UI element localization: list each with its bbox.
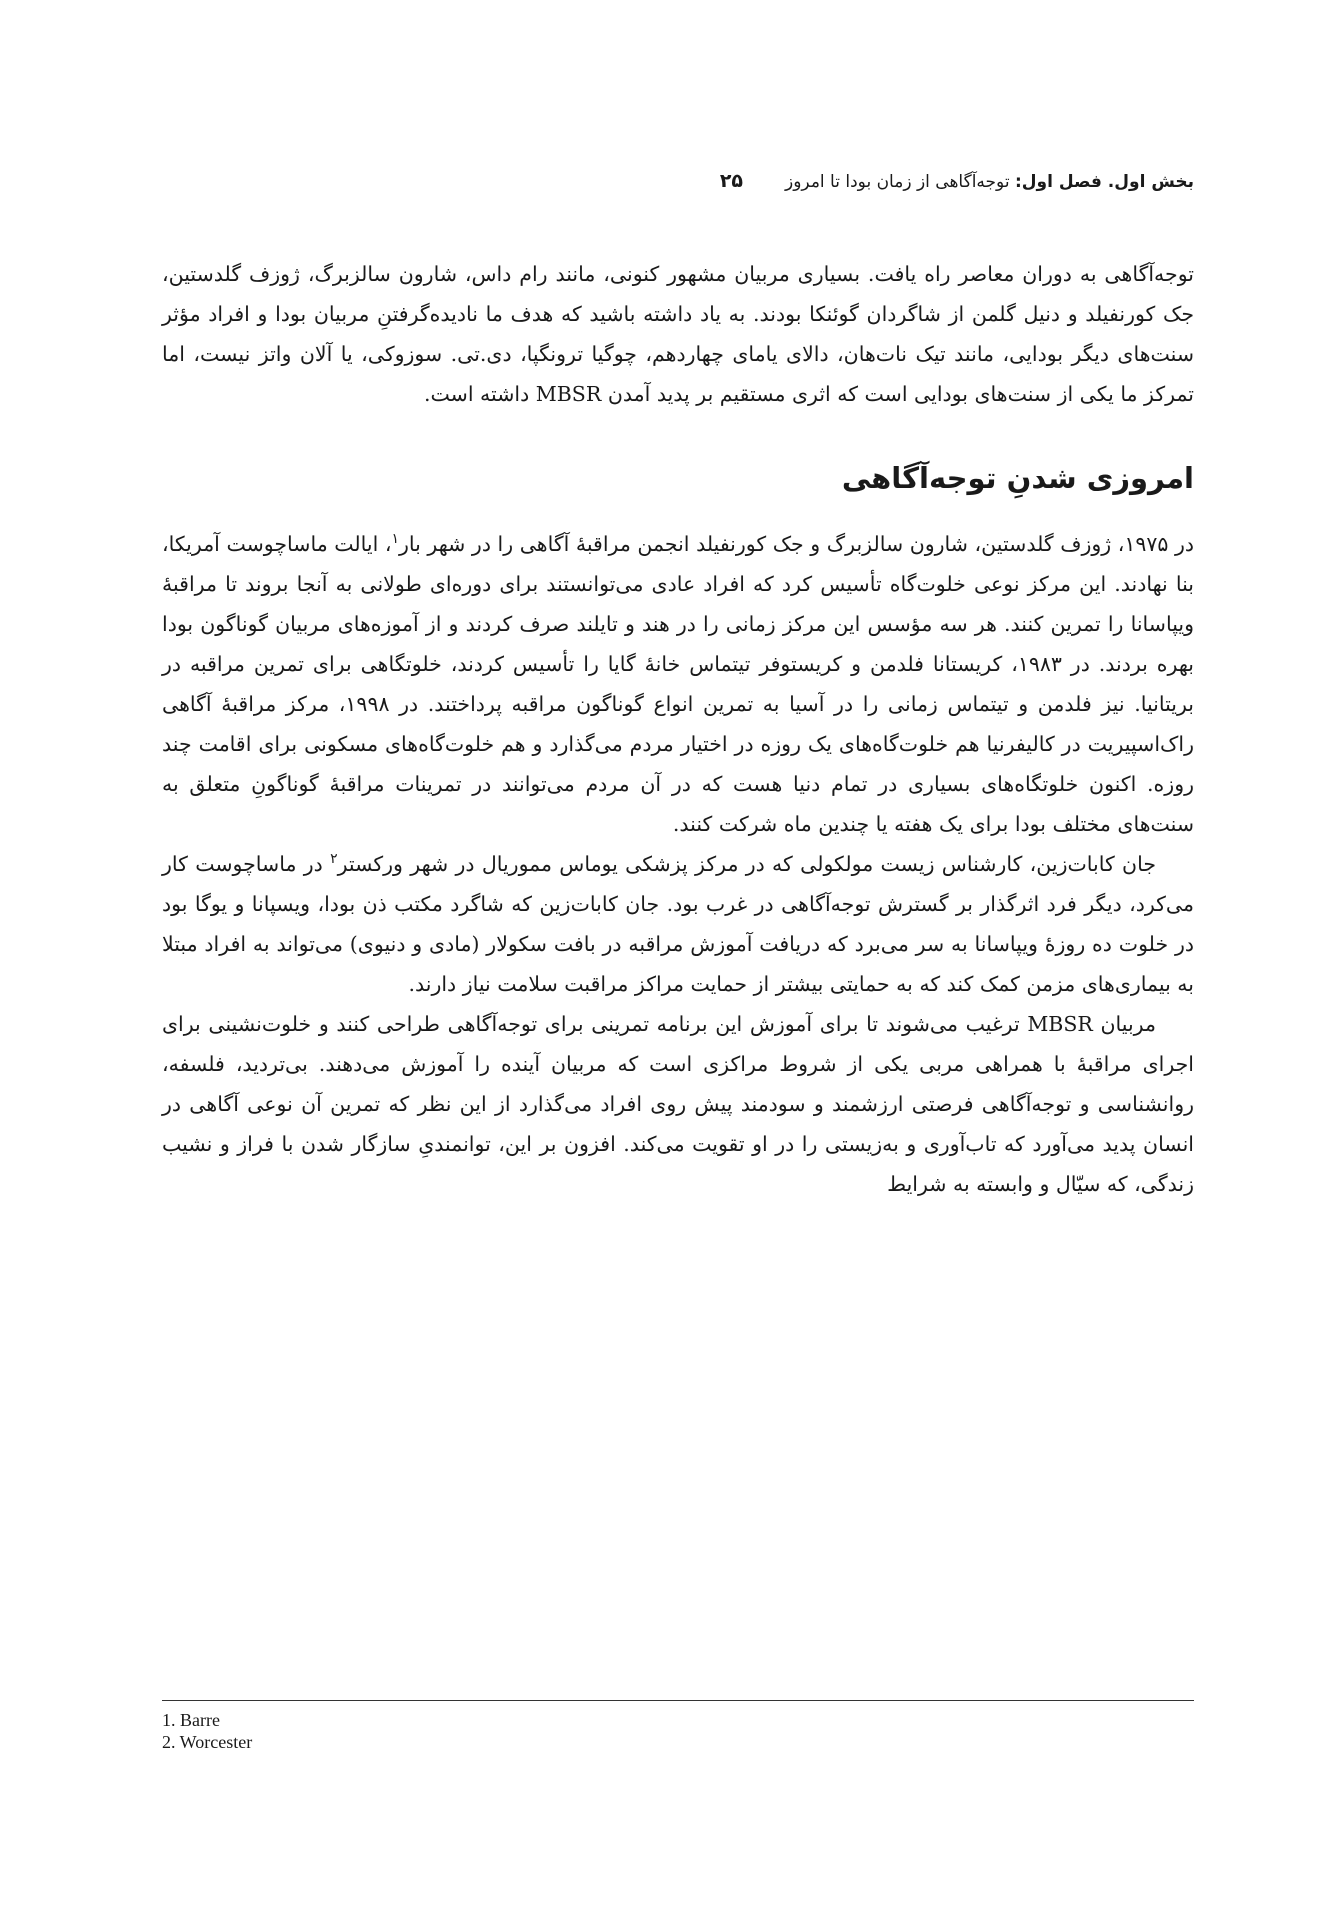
page-content xyxy=(162,170,1194,1204)
footnotes xyxy=(162,1700,1194,1753)
footnote-ref-2: ۲ xyxy=(330,851,338,868)
footnote-divider xyxy=(162,1700,1194,1701)
chapter-title-bold: بخش اول. فصل اول: xyxy=(1014,172,1194,192)
paragraph-3 xyxy=(162,844,1194,1004)
paragraph-2-text-b: ، ایالت ماساچوست آمریکا، بنا نهادند. این مرکز نوعی خلوت‌گاه تأسیس کرد که افراد عادی می‌توانستند برای دوره‌ای طولانی به آنجا بروند تا مراقبهٔ ویپاسانا را تمرین کنند. هر سه مؤسس این مرکز زمانی را در هند و تایلند صرف کردند و از آموزه‌های مربیان گوناگون بودا بهره بردند. در ۱۹۸۳، کریستانا فلدمن و کریستوفر تیتماس خانهٔ گایا را تأسیس کردند، خلوتگاهی برای تمرین مراقبه در بریتانیا. نیز فلدمن و تیتماس زمانی را در آسیا به تمرین انواع گوناگون مراقبه پرداختند. در ۱۹۹۸، مرکز مراقبهٔ آگاهی راک‌اسپیریت در کالیفرنیا هم خلوت‌گاه‌های یک روزه در اختیار مردم می‌گذارد و هم خلوت‌گاه‌های مسکونی برای اقامت چند روزه. اکنون خلوتگاه‌های بسیاری در تمام دنیا هست که در آن مردم می‌توانند در تمرینات مراقبهٔ گوناگونِ متعلق به سنت‌های مختلف بودا برای یک هفته یا چندین ماه شرکت کنند. xyxy=(162,532,1195,836)
footnote-2: 2. Worcester xyxy=(162,1732,253,1752)
paragraph-3-text-a: جان کابات‌زین، کارشناس زیست مولکولی که در مرکز پزشکی یوماس مموریال در شهر ورکستر xyxy=(337,852,1157,876)
paragraph-4: مربیان MBSR ترغیب می‌شوند تا برای آموزش این برنامه تمرینی برای توجه‌آگاهی طراحی کنند و خلوت‌نشینی برای اجرای مراقبهٔ با همراهی مربی یکی از شروط مراکزی است که مربیان آینده را آموزش می‌دهند. بی‌تردید، فلسفه، روانشناسی و توجه‌آگاهی فرصتی ارزشمند و سودمند پیش روی افراد می‌گذارد از این نظر که تمرین آن نوعی آگاهی در انسان پدید می‌آورد که تاب‌آوری و به‌زیستی را در او تقویت می‌کند. افزون بر این، توانمندیِ سازگار شدن با فراز و نشیب زندگی، که سیّال و وابسته به شرایط xyxy=(162,1012,1194,1196)
page-number: ۲۵ xyxy=(719,170,744,192)
footnote-ref-1: ۱ xyxy=(391,531,399,548)
paragraph-2 xyxy=(162,524,1194,844)
paragraph-3-text-b: در ماساچوست کار می‌کرد، دیگر فرد اثرگذار بر گسترش توجه‌آگاهی در غرب بود. جان کابات‌زین که شاگرد مکتب ذن بودا، ویسپانا و یوگا بود در خلوت ده روزهٔ ویپاسانا به سر می‌برد که دریافت آموزش مراقبه در بافت سکولار (مادی و دنیوی) می‌تواند به افراد مبتلا به بیماری‌های مزمن کمک کند که به حمایتی بیشتر از حمایت مراکز مراقبت سلامت نیاز دارند. xyxy=(162,852,1194,996)
chapter-title-rest: توجه‌آگاهی از زمان بودا تا امروز xyxy=(785,172,1015,192)
running-header xyxy=(162,170,1194,210)
section-heading: امروزی شدنِ توجه‌آگاهی xyxy=(841,461,1194,495)
chapter-title xyxy=(785,172,1194,192)
paragraph-2-text-a: در ۱۹۷۵، ژوزف گلدستین، شارون سالزبرگ و جک کورنفیلد انجمن مراقبهٔ آگاهی را در شهر بار xyxy=(399,532,1194,556)
intro-paragraph: توجه‌آگاهی به دوران معاصر راه یافت. بسیاری مربیان مشهور کنونی، مانند رام داس، شارون سالزبرگ، ژوزف گلدستین، جک کورنفیلد و دنیل گلمن از شاگردان گوئنکا بودند. به یاد داشته باشید که هدف ما نادیده‌گرفتنِ مربیان بودا و افراد مؤثر سنت‌های دیگر بودایی، مانند تیک نات‌هان، دالای یامای چهاردهم، چوگیا ترونگپا، دی.تی. سوزوکی، یا آلان واتز نیست، اما تمرکز ما یکی از سنت‌های بودایی است که اثری مستقیم بر پدید آمدن MBSR داشته است. xyxy=(162,262,1194,406)
footnote-1: 1. Barre xyxy=(162,1710,220,1730)
